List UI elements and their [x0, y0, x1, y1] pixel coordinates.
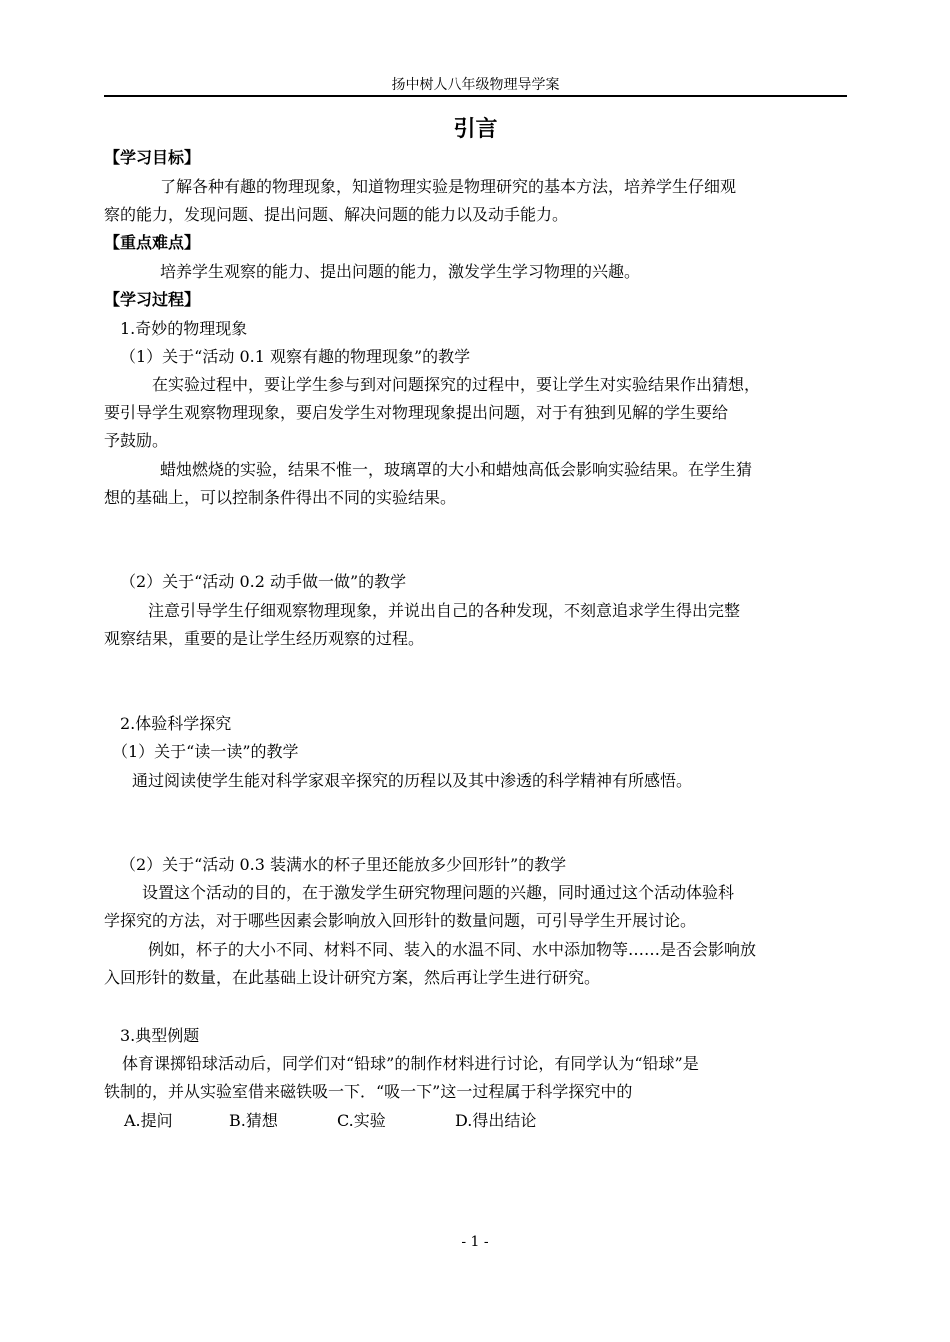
header-rule — [104, 95, 847, 97]
part2-title: 2.体验科学探究 — [120, 714, 232, 733]
part1-sub2-p-line-1: 注意引导学生仔细观察物理现象，并说出自己的各种发现，不刻意追求学生得出完整 — [148, 601, 741, 620]
page-title: 引言 — [453, 117, 498, 142]
part2-sub2-title: （2）关于“活动 0.3 装满水的杯子里还能放多少回形针”的教学 — [120, 855, 567, 874]
part2-sub2-p2-line-1: 例如，杯子的大小不同、材料不同、装入的水温不同、水中添加物等……是否会影响放 — [148, 940, 757, 959]
key-points-heading: 【重点难点】 — [104, 233, 201, 252]
part1-sub1-p1-line-2: 要引导学生观察物理现象，要启发学生对物理现象提出问题，对于有独到见解的学生要给 — [104, 403, 729, 422]
part2-sub2-p1-line-2: 学探究的方法，对于哪些因素会影响放入回形针的数量问题，可引导学生开展讨论。 — [104, 911, 697, 930]
part1-title: 1.奇妙的物理现象 — [120, 319, 248, 338]
question-line-2: 铁制的，并从实验室借来磁铁吸一下．“吸一下”这一过程属于科学探究中的 — [104, 1082, 633, 1101]
part3-title: 3.典型例题 — [120, 1026, 200, 1045]
part2-sub1-title: （1）关于“读一读”的教学 — [112, 742, 299, 761]
part1-sub2-p-line-2: 观察结果，重要的是让学生经历观察的过程。 — [104, 629, 425, 648]
process-heading: 【学习过程】 — [104, 290, 201, 309]
choice-b: B.猜想 — [229, 1111, 278, 1130]
goals-line-2: 察的能力，发现问题、提出问题、解决问题的能力以及动手能力。 — [104, 205, 569, 224]
page-number: - 1 - — [461, 1234, 489, 1250]
choice-a: A.提问 — [124, 1111, 173, 1130]
choice-c: C.实验 — [337, 1111, 386, 1130]
part1-sub2-title: （2）关于“活动 0.2 动手做一做”的教学 — [120, 572, 407, 591]
part1-sub1-p2-line-1: 蜡烛燃烧的实验，结果不惟一，玻璃罩的大小和蜡烛高低会影响实验结果。在学生猜 — [160, 460, 753, 479]
part1-sub1-p1-line-3: 予鼓励。 — [104, 431, 169, 450]
goals-heading: 【学习目标】 — [104, 148, 201, 167]
part1-sub1-title: （1）关于“活动 0.1 观察有趣的物理现象”的教学 — [120, 347, 471, 366]
document-header: 扬中树人八年级物理导学案 — [391, 77, 560, 93]
key-points-line-1: 培养学生观察的能力、提出问题的能力，激发学生学习物理的兴趣。 — [160, 262, 641, 281]
part2-sub2-p1-line-1: 设置这个活动的目的，在于激发学生研究物理问题的兴趣，同时通过这个活动体验科 — [142, 883, 735, 902]
part2-sub2-p2-line-2: 入回形针的数量，在此基础上设计研究方案，然后再让学生进行研究。 — [104, 968, 601, 987]
question-line-1: 体育课掷铅球活动后，同学们对“铅球”的制作材料进行讨论，有同学认为“铅球”是 — [122, 1054, 699, 1073]
part1-sub1-p1-line-1: 在实验过程中，要让学生参与到对问题探究的过程中，要让学生对实验结果作出猜想， — [152, 375, 761, 394]
choice-d: D.得出结论 — [455, 1111, 537, 1130]
part2-sub1-p-line-1: 通过阅读使学生能对科学家艰辛探究的历程以及其中渗透的科学精神有所感悟。 — [132, 771, 693, 790]
part1-sub1-p2-line-2: 想的基础上，可以控制条件得出不同的实验结果。 — [104, 488, 457, 507]
goals-line-1: 了解各种有趣的物理现象，知道物理实验是物理研究的基本方法，培养学生仔细观 — [160, 177, 737, 196]
